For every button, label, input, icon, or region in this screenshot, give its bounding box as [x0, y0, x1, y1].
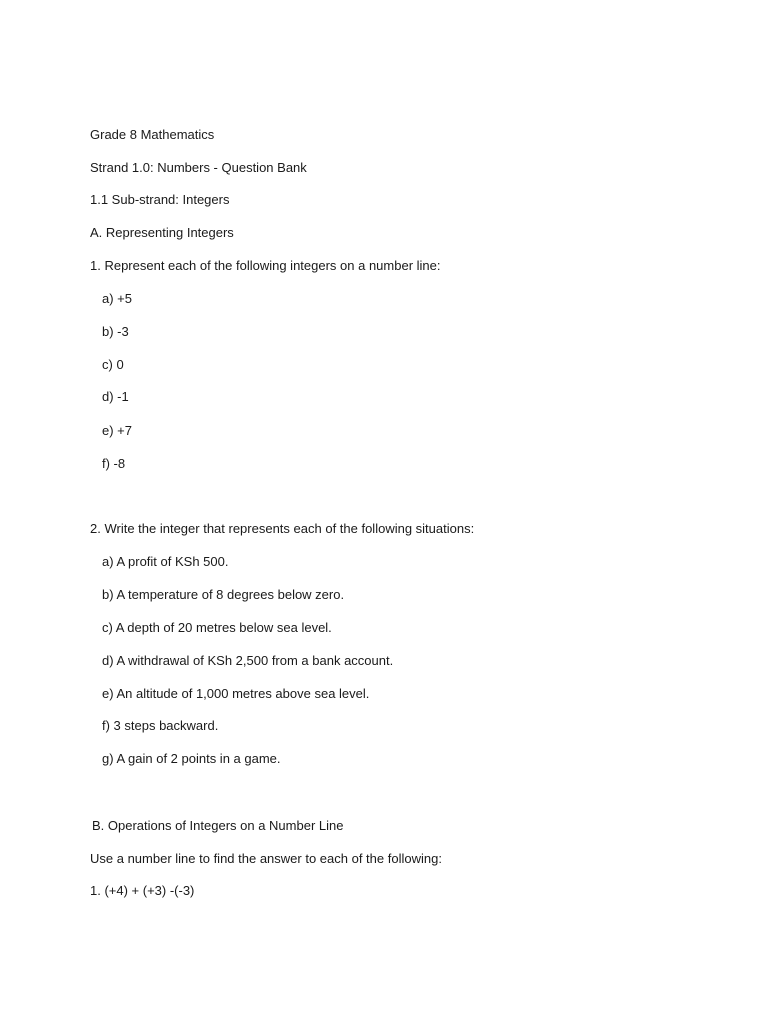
substrand-heading: 1.1 Sub-strand: Integers	[90, 192, 230, 207]
question-2-item: e) An altitude of 1,000 metres above sea level.	[102, 686, 370, 701]
question-2-item: g) A gain of 2 points in a game.	[102, 751, 281, 766]
question-1-item: a) +5	[102, 291, 132, 306]
question-1-prompt: 1. Represent each of the following integers on a number line:	[90, 258, 441, 273]
question-2-item: b) A temperature of 8 degrees below zero.	[102, 587, 345, 602]
question-1-item: c) 0	[102, 357, 124, 372]
question-1-item: e) +7	[102, 423, 132, 438]
question-2-prompt: 2. Write the integer that represents each of the following situations:	[90, 521, 475, 536]
section-b-instruction: Use a number line to find the answer to each of the following:	[90, 851, 442, 866]
question-1-item: d) -1	[102, 389, 129, 404]
document-title: Grade 8 Mathematics	[90, 127, 215, 142]
question-1-item: f) -8	[102, 456, 126, 471]
question-1-item: b) -3	[102, 324, 129, 339]
question-2-item: d) A withdrawal of KSh 2,500 from a bank account.	[102, 653, 394, 668]
question-2-item: c) A depth of 20 metres below sea level.	[102, 620, 332, 635]
strand-heading: Strand 1.0: Numbers - Question Bank	[90, 160, 307, 175]
section-b-heading: B. Operations of Integers on a Number Line	[92, 818, 344, 833]
question-2-item: a) A profit of KSh 500.	[102, 554, 229, 569]
section-a-heading: A. Representing Integers	[90, 225, 234, 240]
question-2-item: f) 3 steps backward.	[102, 718, 219, 733]
section-b-question-1: 1. (+4) + (+3) -(-3)	[90, 883, 195, 898]
